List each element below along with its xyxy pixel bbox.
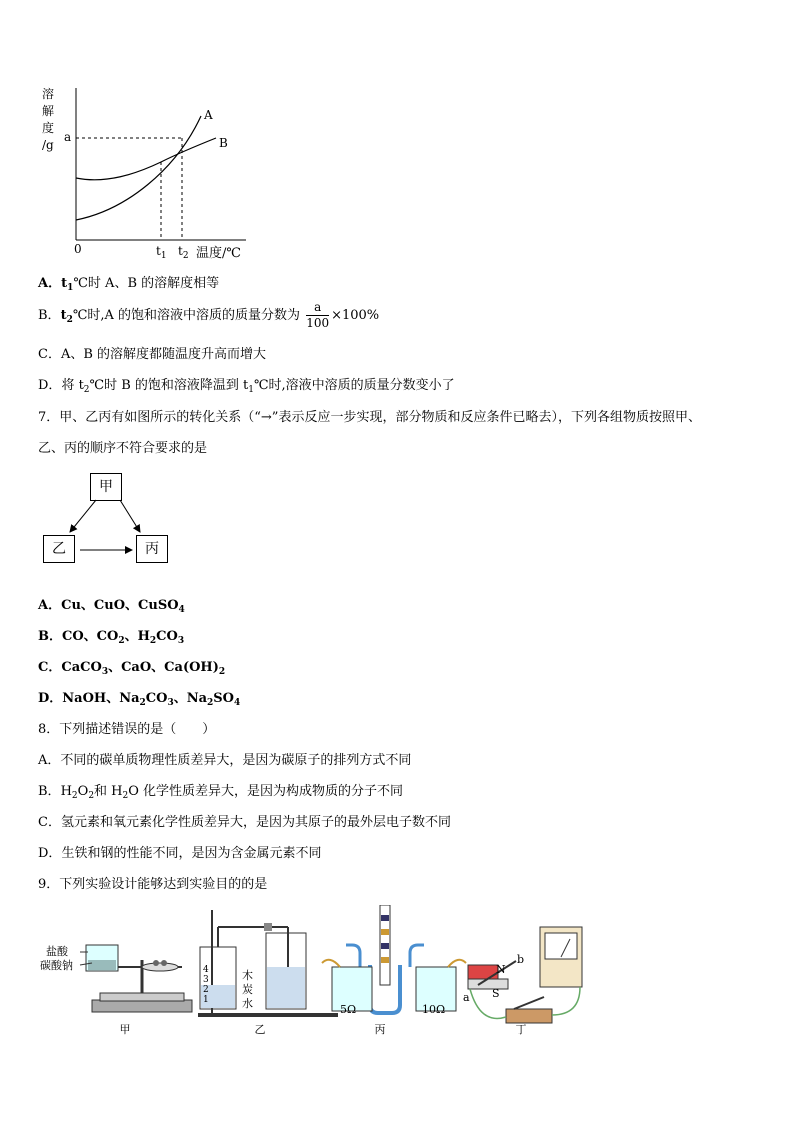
y-axis-label: 溶 解 度 /g bbox=[42, 87, 55, 152]
q8-stem: 8．下列描述错误的是（ ） bbox=[38, 722, 216, 737]
q8-option-a: A．不同的碳单质物理性质差异大，是因为碳原子的排列方式不同 bbox=[38, 753, 412, 768]
y-tick-a: a bbox=[64, 130, 72, 144]
q7-diagram bbox=[40, 470, 180, 570]
q6-option-b: B．$t_2℃$时,A 的饱和溶液中溶质的质量分数为 $\frac{a}{100}$ ×100% bbox=[38, 300, 380, 330]
solubility-graph-svg bbox=[36, 80, 256, 260]
curve-a-label: A bbox=[204, 108, 213, 122]
q9-apparatus-figure bbox=[40, 905, 600, 1040]
label-yansuan: 盐酸 bbox=[46, 945, 68, 958]
q6-option-c: C．A、B 的溶解度都随温度升高而增大 bbox=[38, 347, 267, 362]
curve-b bbox=[76, 138, 216, 180]
label-mu: 木 bbox=[242, 969, 253, 982]
yi-scale: 4 3 2 1 bbox=[203, 965, 209, 1005]
q9-apparatus-svg bbox=[40, 905, 600, 1040]
q8-option-c: C．氢元素和氧元素化学性质差异大，是因为其原子的最外层电子数不同 bbox=[38, 815, 451, 830]
q7-stem-line1: 7．甲、乙丙有如图所示的转化关系（“→”表示反应一步实现，部分物质和反应条件已略去），下列各组物质按照甲、 bbox=[38, 410, 701, 425]
fig-label-ding: 丁 bbox=[515, 1023, 527, 1036]
box-bing: 丙 bbox=[136, 535, 168, 563]
label-s: S bbox=[492, 987, 500, 1000]
q6-option-d: D．将 $t_2℃$时 B 的饱和溶液降温到 $t_1℃$时,溶液中溶质的质量分数变小了 bbox=[38, 378, 455, 395]
x-axis-label: 温度/℃ bbox=[196, 246, 241, 261]
label-shui: 水 bbox=[242, 997, 253, 1010]
q9-stem: 9．下列实验设计能够达到实验目的的是 bbox=[38, 877, 268, 892]
label-b: b bbox=[517, 953, 525, 966]
q8-option-d: D．生铁和钢的性能不同，是因为含金属元素不同 bbox=[38, 846, 322, 861]
fig-label-jia: 甲 bbox=[119, 1023, 131, 1036]
q7-stem-line2: 乙、丙的顺序不符合要求的是 bbox=[38, 441, 208, 456]
q8-option-b: B．$H_2O_2$和 $H_2O$ 化学性质差异大，是因为构成物质的分子不同 bbox=[38, 784, 404, 801]
label-a: a bbox=[463, 991, 470, 1004]
x-tick-t2: $t_2$ bbox=[178, 244, 189, 261]
apparatus-yi bbox=[198, 910, 338, 1017]
label-n: N bbox=[496, 963, 506, 976]
fig-label-bing: 丙 bbox=[374, 1023, 386, 1036]
q7-option-a: A．Cu、CuO、CuSO$_4$ bbox=[38, 598, 185, 615]
solubility-graph bbox=[36, 80, 256, 260]
q7-option-d: D．NaOH、$Na_2CO_3$、$Na_2SO_4$ bbox=[38, 691, 241, 708]
x-tick-t1: $t_1$ bbox=[156, 244, 167, 261]
label-10ohm: 10Ω bbox=[422, 1003, 446, 1016]
box-jia: 甲 bbox=[90, 473, 122, 501]
q7-option-c: C．CaCO$_3$、CaO、$Ca(OH)_2$ bbox=[38, 660, 226, 677]
q7-option-b: B．CO、$CO_2$、$H_2CO_3$ bbox=[38, 629, 185, 646]
label-tan: 炭 bbox=[242, 983, 253, 996]
fraction-a-over-100: $\frac{a}{100}$ bbox=[306, 300, 330, 330]
curve-b-label: B bbox=[219, 136, 228, 150]
label-5ohm: 5Ω bbox=[340, 1003, 357, 1016]
fig-label-yi: 乙 bbox=[254, 1023, 266, 1036]
apparatus-jia bbox=[80, 945, 192, 1012]
apparatus-ding bbox=[468, 927, 582, 1023]
q6-option-a: A．$t_1℃$时 A、B 的溶解度相等 bbox=[38, 276, 220, 293]
apparatus-bing bbox=[322, 905, 466, 1013]
label-tansuanna: 碳酸钠 bbox=[40, 959, 73, 972]
box-yi: 乙 bbox=[43, 535, 75, 563]
x-origin: 0 bbox=[74, 242, 82, 256]
